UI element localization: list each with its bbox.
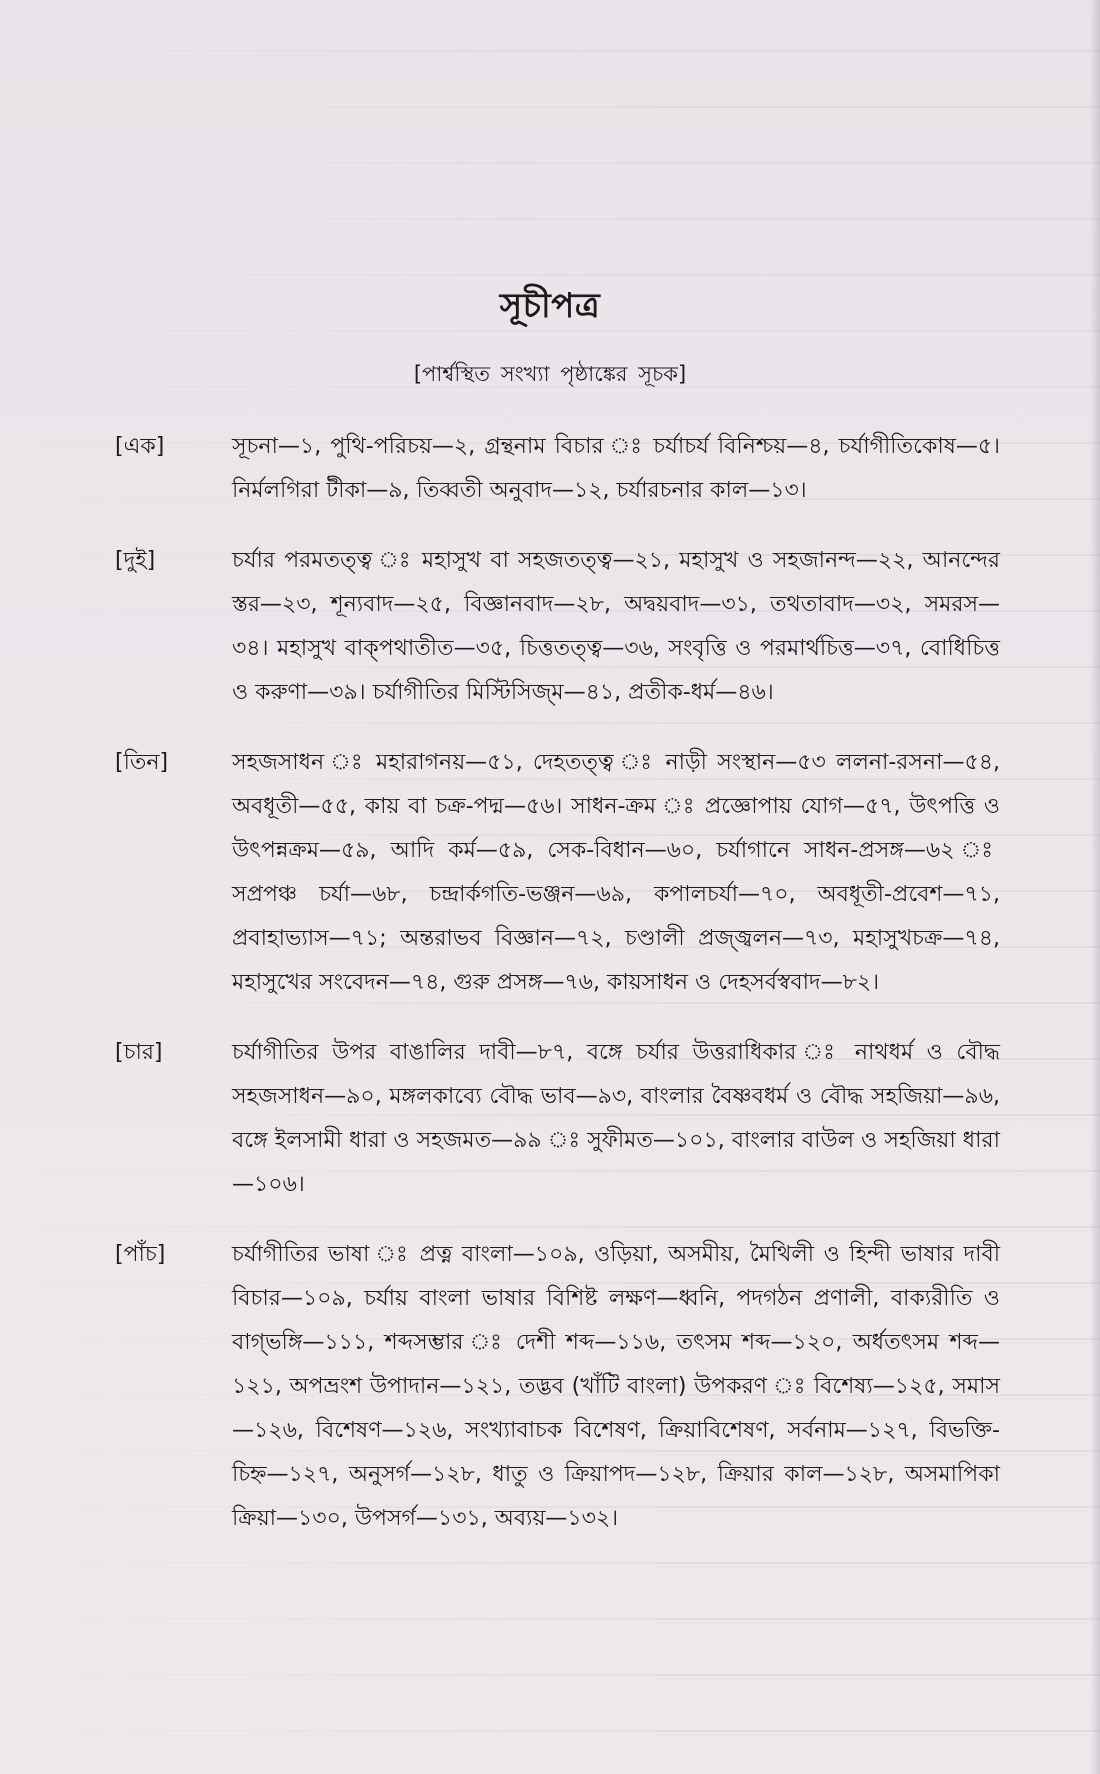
section-label: [চার] [115,1040,163,1065]
contents-list [115,425,1000,1567]
contents-section-5 [115,1233,1000,1541]
section-entries: চর্যাগীতির ভাষা ঃ প্রত্ন বাংলা—১০৯, ওড়িয়া, অসমীয়, মৈথিলী ও হিন্দী ভাষার দাবী বিচার—১০৯, চর্যায় বাংলা ভাষার বিশিষ্ট লক্ষণ—ধ্বনি, পদগঠন প্রণালী, বাক্যরীতি ও বাগ্‌ভঙ্গি—১১১, শব্দসম্ভার ঃ দেশী শব্দ—১১৬, তৎসম শব্দ—১২০, অর্ধতৎসম শব্দ—১২১, অপভ্রংশ উপাদান—১২১, তদ্ভব (খাঁটি বাংলা) উপকরণ ঃ বিশেষ্য—১২৫, সমাস—১২৬, বিশেষণ—১২৬, সংখ্যাবাচক বিশেষণ, ক্রিয়াবিশেষণ, সর্বনাম—১২৭, বিভক্তি-চিহ্ন—১২৭, অনুসর্গ—১২৮, ধাতু ও ক্রিয়াপদ—১২৮, ক্রিয়ার কাল—১২৮, অসমাপিকা ক্রিয়া—১৩০, উপসর্গ—১৩১, অব্যয়—১৩২। [232,1242,1000,1531]
contents-section-1 [115,425,1000,513]
page-subtitle: [পার্শ্বস্থিত সংখ্যা পৃষ্ঠাঙ্কের সূচক] [413,362,687,386]
contents-section-3 [115,741,1000,1005]
section-entries: চর্যাগীতির উপর বাঙালির দাবী—৮৭, বঙ্গে চর্যার উত্তরাধিকার ঃ নাথধর্ম ও বৌদ্ধ সহজসাধন—৯০, মঙ্গলকাব্যে বৌদ্ধ ভাব—৯৩, বাংলার বৈষ্ণবধর্ম ও বৌদ্ধ সহজিয়া—৯৬, বঙ্গে ইলসামী ধারা ও সহজমত—৯৯ ঃ সুফীমত—১০১, বাংলার বাউল ও সহজিয়া ধারা—১০৬। [232,1040,1000,1197]
section-entries: সূচনা—১, পুথি-পরিচয়—২, গ্রন্থনাম বিচার ঃ চর্যাচর্য বিনিশ্চয়—৪, চর্যাগীতিকোষ—৫। নির্মলগিরা টীকা—৯, তিব্বতী অনুবাদ—১২, চর্যারচনার কাল—১৩। [232,434,1000,503]
contents-section-4 [115,1031,1000,1207]
section-entries: চর্যার পরমতত্ত্ব ঃ মহাসুখ বা সহজতত্ত্ব—২১, মহাসুখ ও সহজানন্দ—২২, আনন্দের স্তর—২৩, শূন্যবাদ—২৫, বিজ্ঞানবাদ—২৮, অদ্বয়বাদ—৩১, তথতাবাদ—৩২, সমরস—৩৪। মহাসুখ বাক্‌পথাতীত—৩৫, চিত্ততত্ত্ব—৩৬, সংবৃত্তি ও পরমার্থচিত্ত—৩৭, বোধিচিত্ত ও করুণা—৩৯। চর্যাগীতির মিস্টিসিজ্‌ম—৪১, প্রতীক-ধর্ম—৪৬। [232,548,1000,705]
page-title: সূচীপত্র [499,286,601,326]
section-entries: সহজসাধন ঃ মহারাগনয়—৫১, দেহতত্ত্ব ঃ নাড়ী সংস্থান—৫৩ ললনা-রসনা—৫৪, অবধূতী—৫৫, কায় বা চক্র-পদ্ম—৫৬। সাধন-ক্রম ঃ প্রজ্ঞোপায় যোগ—৫৭, উৎপত্তি ও উৎপন্নক্রম—৫৯, আদি কর্ম—৫৯, সেক-বিধান—৬০, চর্যাগানে সাধন-প্রসঙ্গ—৬২ ঃ সপ্রপঞ্চ চর্যা—৬৮, চন্দ্রার্কগতি-ভঞ্জন—৬৯, কপালচর্যা—৭০, অবধূতী-প্রবেশ—৭১, প্রবাহাভ্যাস—৭১; অন্তরাভব বিজ্ঞান—৭২, চণ্ডালী প্রজ্জ্বলন—৭৩, মহাসুখচক্র—৭৪, মহাসুখের সংবেদন—৭৪, গুরু প্রসঙ্গ—৭৬, কায়সাধন ও দেহসর্বস্ববাদ—৮২। [232,750,1000,995]
section-label: [তিন] [115,750,169,775]
page-edge-shadow [1090,0,1100,1774]
section-label: [পাঁচ] [115,1242,166,1267]
contents-section-2 [115,539,1000,715]
section-label: [দুই] [115,548,156,573]
section-label: [এক] [115,434,165,459]
